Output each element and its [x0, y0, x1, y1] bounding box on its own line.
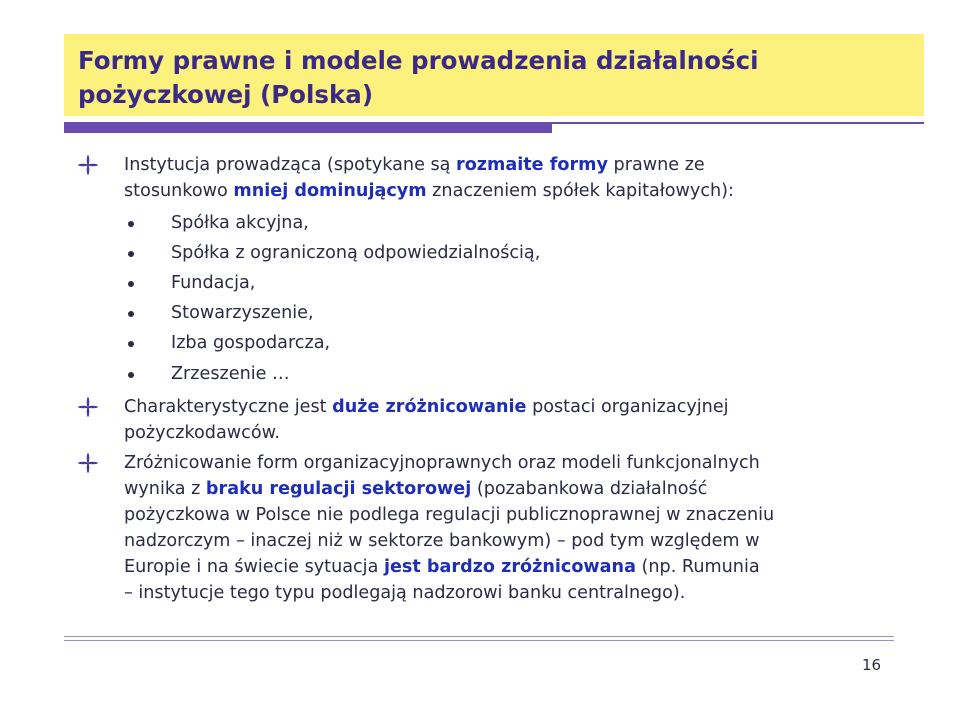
dot-bullet-icon — [128, 221, 134, 227]
dot-bullet-icon — [128, 251, 134, 257]
body-text: stosunkowo — [124, 181, 234, 201]
body-text: pożyczkowa w Polsce nie podlega regulacji publicznoprawnej w znaczeniu — [124, 505, 775, 525]
diamond-bullet-icon — [78, 453, 98, 473]
diamond-bullet-icon — [78, 397, 98, 417]
dot-bullet-icon — [128, 372, 134, 378]
sub-list-item: Zrzeszenie … — [171, 364, 290, 384]
body-text: (np. Rumunia — [635, 557, 760, 577]
highlight-text: braku regulacji sektorowej — [205, 479, 472, 499]
body-text: Charakterystyczne jest — [124, 397, 333, 417]
bullet-2-line-4 — [124, 554, 760, 580]
body-text: – instytucje tego typu podlegają nadzorowi banku centralnego). — [124, 583, 686, 603]
bullet-2-line-3 — [124, 528, 760, 554]
sub-list-item: Spółka akcyjna, — [171, 213, 309, 233]
bullet-0-line-0 — [124, 152, 705, 178]
sub-list-item: Spółka z ograniczoną odpowiedzialnością, — [171, 243, 541, 263]
highlight-text: rozmaite formy — [456, 155, 608, 175]
body-text: prawne ze — [607, 155, 705, 175]
dot-bullet-icon — [128, 281, 134, 287]
body-text: postaci organizacyjnej — [526, 397, 729, 417]
bullet-1-line-0 — [124, 394, 729, 420]
bullet-2-line-5 — [124, 580, 685, 606]
body-text: znaczeniem spółek kapitałowych): — [426, 181, 734, 201]
bullet-2-line-2 — [124, 502, 774, 528]
page-number: 16 — [862, 656, 882, 674]
bullet-0-line-1 — [124, 178, 734, 204]
body-text: wynika z — [124, 479, 206, 499]
body-text: pożyczkodawców. — [124, 423, 280, 443]
body-text: Europie i na świecie sytuacja — [124, 557, 384, 577]
footer-divider — [64, 636, 894, 637]
dot-bullet-icon — [128, 311, 134, 317]
dot-bullet-icon — [128, 341, 134, 347]
body-text: Zróżnicowanie form organizacyjnoprawnych oraz modeli funkcjonalnych — [124, 453, 760, 473]
diamond-bullet-icon — [78, 155, 98, 175]
title-line-1: Formy prawne i modele prowadzenia działalności — [78, 46, 759, 75]
highlight-text: duże zróżnicowanie — [332, 397, 527, 417]
body-text: (pozabankowa działalność — [471, 479, 708, 499]
title-line-2: pożyczkowej (Polska) — [78, 80, 374, 109]
highlight-text: jest bardzo zróżnicowana — [383, 557, 636, 577]
sub-list-item: Fundacja, — [171, 273, 256, 293]
sub-list-item: Izba gospodarcza, — [171, 333, 331, 353]
body-text: Instytucja prowadząca (spotykane są — [124, 155, 457, 175]
highlight-text: mniej dominującym — [233, 181, 427, 201]
bullet-1-line-1 — [124, 420, 280, 446]
body-text: nadzorczym – inaczej niż w sektorze bankowym) – pod tym względem w — [124, 531, 760, 551]
footer-divider-2 — [64, 640, 894, 641]
bullet-2-line-0 — [124, 450, 760, 476]
sub-list-item: Stowarzyszenie, — [171, 303, 314, 323]
bullet-2-line-1 — [124, 476, 707, 502]
